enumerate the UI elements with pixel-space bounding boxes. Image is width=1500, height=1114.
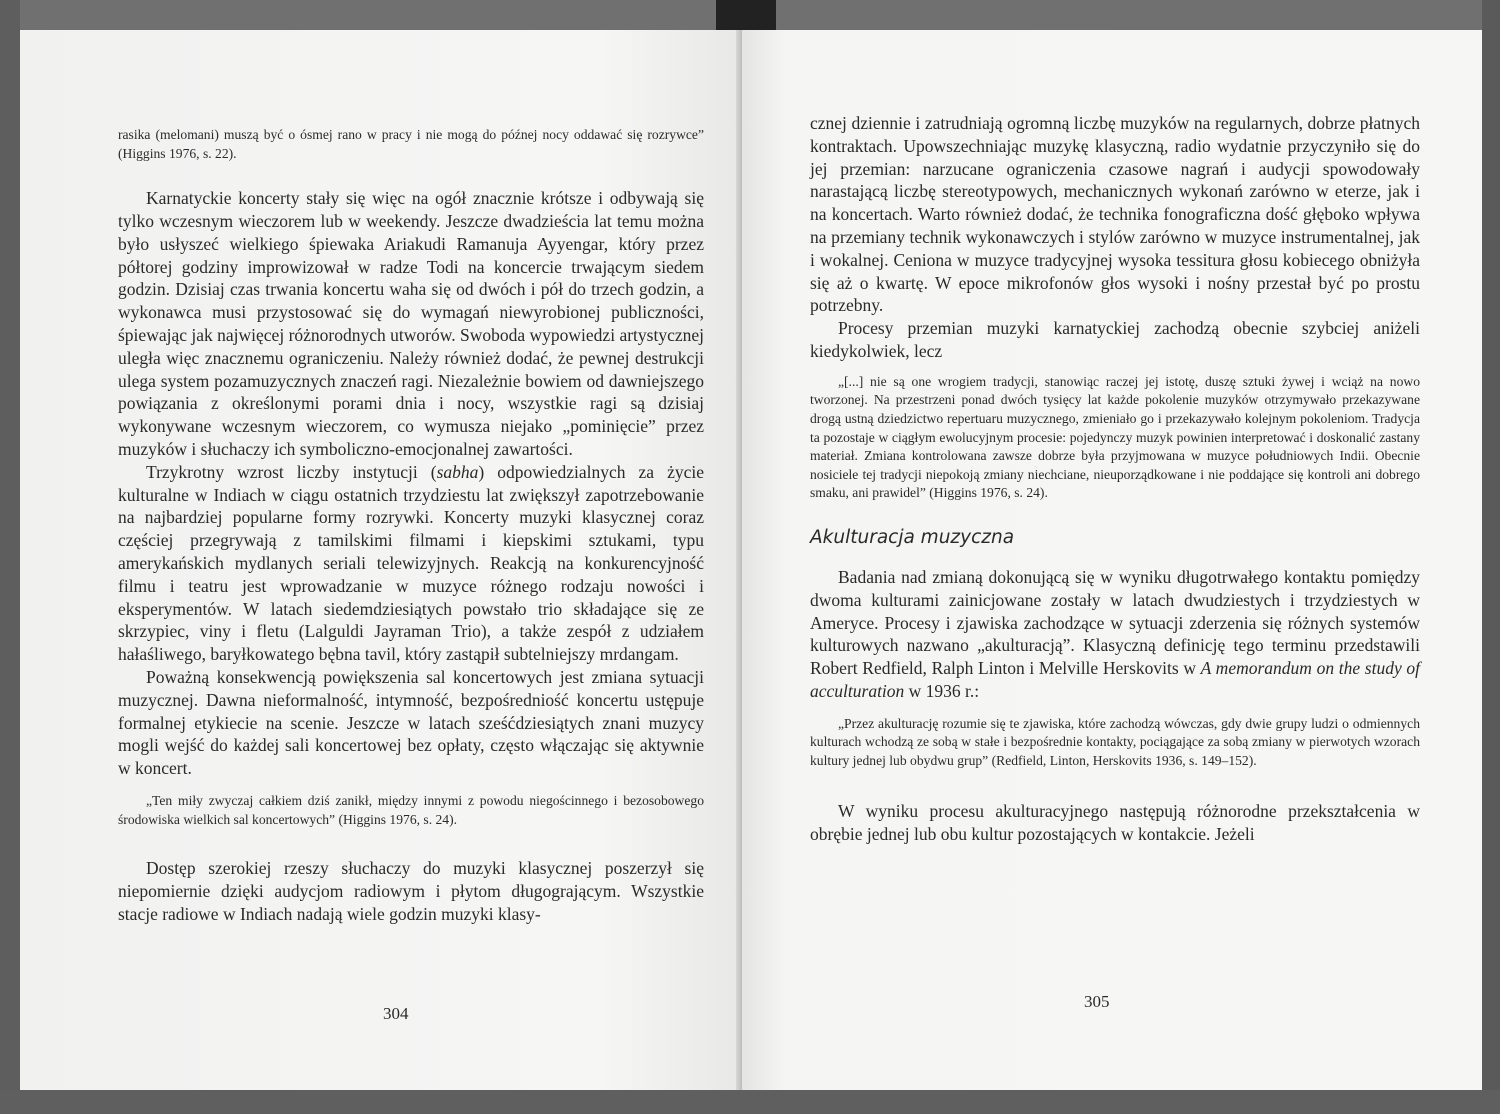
left-paragraph-3: Poważną konsekwencją powiększenia sal koncertowych jest zmiana sytuacji muzycznej. Dawna nieformalność, intymność, bezpośredniość koncertu ustępuje formalnej etykiecie na scenie. Jeszcze w latach sześćdziesiątych znani muzycy mogli wejść do każdej sali koncertowej bez opłaty, często włączając się aktywnie w koncert. [118, 666, 704, 779]
left-page [20, 30, 742, 1090]
scan-frame-left [0, 0, 20, 1114]
binding-mark [716, 0, 776, 30]
italic-term-sabha: sabha [436, 461, 479, 482]
section-heading: Akulturacja muzyczna [810, 526, 1015, 548]
left-paragraph-4: Dostęp szerokiej rzeszy słuchaczy do muzyki klasycznej poszerzył się niepomiernie dzięki audycjom radiowym i płytom długogrającym. Wszystkie stacje radiowe w Indiach nadają wiele godzin muzyki klasy- [118, 858, 704, 924]
right-paragraph-1: cznej dziennie i zatrudniają ogromną liczbę muzyków na regularnych, dobrze płatnych kontraktach. Upowszechniając muzykę klasyczną, radio wydatnie przyczyniło się do jej przemian: narzucane ograniczenia czasowe nagrań i audycji spowodowały narastającą liczbę stereotypowych, mechanicznych wykonań zarówno w eterze, jak i na koncertach. Warto również dodać, że technika fonograficzna dość głęboko wpływa na przemiany technik wykonawczych i stylów zarówno w muzyce instrumentalnej, jak i wokalnej. Ceniona w muzyce tradycyjnej wysoka tessitura głosu kobiecego obniżyła się aż o kwartę. W epoce mikrofonów głos wysoki i nośny przestał być po prostu potrzebny. [810, 113, 1420, 316]
scan-frame-bottom [0, 1090, 1500, 1114]
right-page [742, 30, 1482, 1090]
page-number-right: 305 [1084, 992, 1110, 1011]
right-paragraph-3: Badania nad zmianą dokonującą się w wyniku długotrwałego kontaktu pomiędzy dwoma kulturami zainicjowane zostały w latach dwudziestych i trzydziestych w Ameryce. Procesy i zjawiska zachodzące w sytuacji zderzenia się różnych systemów kulturowych nazwano „akulturacją”. Klasyczną definicję tego terminu przedstawili Robert Redfield, Ralph Linton i Melville Herskovits w A memorandum on the study of acculturation w 1936 r.: [810, 566, 1420, 701]
right-paragraph-2: Procesy przemian muzyki karnatyckiej zachodzą obecnie szybciej aniżeli kiedykolwiek, lecz [810, 318, 1420, 361]
left-page-text [118, 126, 704, 925]
left-block-quote: „Ten miły zwyczaj całkiem dziś zanikł, między innymi z powodu niegościnnego i bezosobowego środowiska wielkich sal koncertowych” (Higgins 1976, s. 24). [118, 792, 704, 827]
scan-frame-right [1482, 0, 1500, 1114]
left-top-quote: rasika (melomani) muszą być o ósmej rano w pracy i nie mogą do późnej nocy oddawać się rozrywce” (Higgins 1976, s. 22). [118, 127, 704, 161]
right-page-text [810, 112, 1420, 846]
left-paragraph-2: Trzykrotny wzrost liczby instytucji (sabha) odpowiedzialnych za życie kulturalne w Indiach w ciągu ostatnich trzydziestu lat zwiększył zapotrzebowanie na najbardziej popularne formy rozrywki. Koncerty muzyki klasycznej coraz częściej przegrywają z tamilskimi filmami i kiepskimi sztukami, typu amerykańskich mydlanych seriali telewizyjnych. Reakcją na konkurencyjność filmu i teatru jest wprowadzanie w muzyce różnego rodzaju nowości i eksperymentów. W latach siedemdziesiątych powstało trio składające się ze skrzypiec, viny i fletu (Lalguldi Jayraman Trio), a także zespół z udziałem hałaśliwego, baryłkowatego bębna tavil, który zastąpił subtelniejszy mrdangam. [118, 461, 704, 665]
page-number-left: 304 [383, 1004, 409, 1023]
right-block-quote-2: „Przez akulturację rozumie się te zjawiska, które zachodzą wówczas, gdy dwie grupy ludzi o odmiennych kulturach wchodzą ze sobą w stałe i bezpośrednie kontakty, pociągające za sobą zmiany w pierwotych wzorach kultury jednej lub obydwu grup” (Redfield, Linton, Herskovits 1936, s. 149–152). [810, 715, 1420, 768]
left-paragraph-1: Karnatyckie koncerty stały się więc na ogół znacznie krótsze i odbywają się tylko wczesnym wieczorem lub w weekendy. Jeszcze dwadzieścia lat temu można było usłyszeć wielkiego śpiewaka Ariakudi Ramanuja Ayyengar, który przez półtorej godziny improwizował w radze Todi na koncercie trwającym siedem godzin. Dzisiaj czas trwania koncertu waha się od dwóch i pół do trzech godzin, a wykonawca musi przystosować się do wymagań niewyrobionej publiczności, śpiewając jak najwięcej różnorodnych utworów. Swoboda wypowiedzi artystycznej uległa więc znacznemu ograniczeniu. Należy również dodać, że pewnej destrukcji ulega system pozamuzycznych znaczeń ragi. Niezależnie bowiem od dawniejszego powiązania z określonymi porami dnia i nocy, wszystkie ragi są dzisiaj wykonywane wczesnym wieczorem, co wymusza niejako „pominięcie” przez muzyków i słuchaczy ich symboliczno-emocjonalnej zawartości. [118, 188, 704, 459]
italic-title-memorandum: A memorandum on the study of acculturation [810, 658, 1420, 701]
right-block-quote-1: „[...] nie są one wrogiem tradycji, stanowiąc raczej jej istotę, duszę sztuki żywej i wciąż na nowo tworzonej. Na przestrzeni ponad dwóch tysięcy lat każde pokolenie muzyków otrzymywało przekazywane drogą ustną dziedzictwo repertuaru muzycznego, zmieniało go i przekazywało kolejnym pokoleniom. Tradycja ta pozostaje w ciągłym ewolucyjnym procesie: pojedynczy muzyk powinien interpretować i doskonalić zastany materiał. Zmiana kontrolowana zawsze dobrze była przyjmowana w muzyce południowych Indii. Obecnie nosiciele tej tradycji niepokoją zmiany niechciane, nieuporządkowane i nie poddające się kontroli ani dobrego smaku, ani prawidel” (Higgins 1976, s. 24). [810, 373, 1420, 501]
right-paragraph-4: W wyniku procesu akulturacyjnego następują różnorodne przekształcenia w obrębie jednej lub obu kultur pozostających w kontakcie. Jeżeli [810, 801, 1420, 845]
